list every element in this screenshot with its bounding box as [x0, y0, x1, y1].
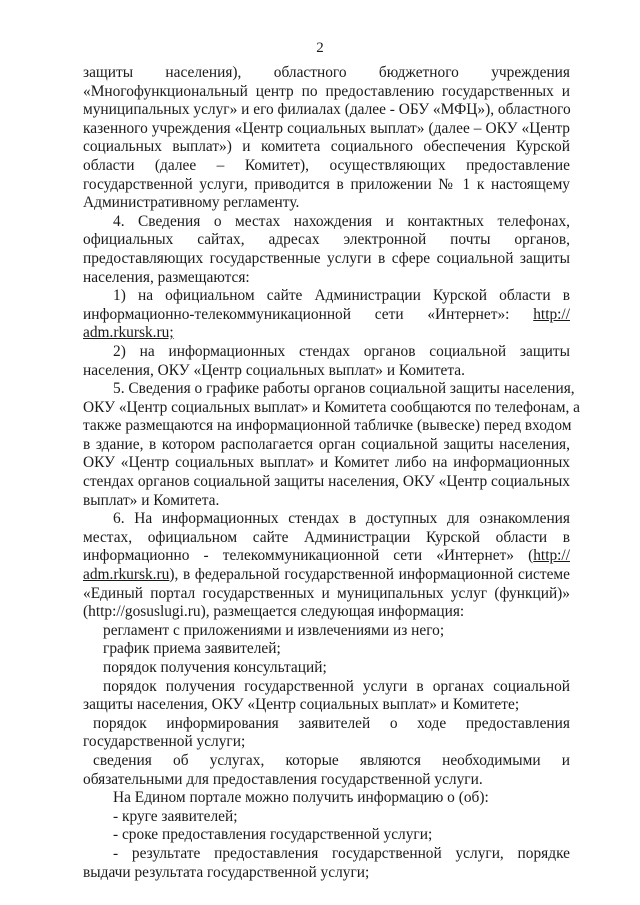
text-line: области (далее – Комитет), осуществляющих предоставление: [83, 156, 570, 174]
list-item: сведения об услугах, которые являются необходимыми и: [93, 751, 570, 769]
dash-list-item-cont: выдачи результата государственной услуги;: [83, 863, 370, 881]
text-line-with-link: [83, 306, 570, 325]
text-segment: информационно - телекоммуникационной сети «Интернет» (: [83, 547, 534, 565]
list-item: порядок информирования заявителей о ходе предоставления: [93, 714, 570, 732]
text-line: выплат» и Комитета.: [83, 491, 220, 509]
text-line: «Единый портал государственных и муниципальных услуг (функций)»: [83, 584, 570, 602]
text-line: населения, ОКУ «Центр социальных выплат» и Комитета.: [83, 361, 465, 379]
text-line: официальных сайтах, адресах электронной почты органов,: [83, 231, 570, 249]
section-4-heading-line: 4. Сведения о местах нахождения и контактных телефонах,: [113, 212, 570, 230]
portal-info-heading: На Едином портале можно получить информацию о (об):: [113, 789, 489, 807]
link-adm-rkursk-2[interactable]: http://: [533, 547, 570, 565]
text-line-with-link: [83, 547, 570, 566]
document-body: [83, 64, 581, 882]
list-item-cont: обязательными для предоставления государственной услуги.: [83, 770, 483, 788]
text-segment: ), в федеральной государственной информационной системе: [169, 566, 570, 584]
text-line: местах, официальном сайте Администрации Курской области в: [83, 528, 570, 546]
text-line: 2) на информационных стендах органов социальной защиты: [113, 342, 570, 360]
text-line: ОКУ «Центр социальных выплат» и Комитет либо на информационных: [83, 454, 570, 472]
dash-list-item: - сроке предоставления государственной услуги;: [113, 826, 433, 844]
text-line: ОКУ «Центр социальных выплат» и Комитета сообщаются по телефонам, а: [83, 398, 581, 416]
list-item: порядок получения консультаций;: [103, 659, 327, 676]
link-adm-rkursk[interactable]: http://: [533, 305, 570, 323]
text-line: муниципальных услуг» и его филиалах (далее - ОБУ «МФЦ»), областного: [83, 101, 571, 119]
text-line-with-link: [83, 566, 570, 585]
list-item-cont: защиты населения, ОКУ «Центр социальных выплат» и Комитете;: [83, 696, 520, 714]
list-item-cont: государственной услуги;: [83, 733, 246, 751]
text-line-with-link: [83, 324, 570, 343]
text-line: предоставляющих государственные услуги в сфере социальной защиты: [83, 249, 570, 267]
text-line: Административному регламенту.: [83, 194, 300, 212]
text-line: также размещаются на информационной табличке (вывеске) перед входом: [83, 417, 572, 435]
section-5-heading-line: 5. Сведения о графике работы органов социальной защиты населения,: [113, 380, 575, 398]
section-6-heading-line: 6. На информационных стендах в доступных для ознакомления: [113, 510, 570, 528]
dash-list-item: - круге заявителей;: [113, 807, 238, 825]
text-line: «Многофункциональный центр по предоставлению государственных и: [83, 82, 570, 100]
text-segment: информационно-телекоммуникационной сети «Интернет»:: [83, 305, 510, 323]
text-line: (http://gosuslugi.ru), размещается следующая информация:: [83, 603, 465, 621]
list-item: регламент с приложениями и извлечениями из него;: [103, 621, 445, 639]
text-line: в здание, в котором располагается орган социальной защиты населения,: [83, 435, 570, 453]
list-item: график приема заявителей;: [103, 640, 281, 658]
link-adm-rkursk-cont[interactable]: adm.rkursk.ru;: [83, 324, 174, 342]
text-line: защиты населения), областного бюджетного учреждения: [83, 64, 570, 81]
text-line: населения, размещаются:: [83, 268, 250, 286]
text-line: 1) на официальном сайте Администрации Курской области в: [113, 287, 570, 305]
text-line: социальных выплат») и комитета социального обеспечения Курской: [83, 138, 570, 156]
link-adm-rkursk-2-cont[interactable]: adm.rkursk.ru: [83, 566, 170, 584]
text-line: казенного учреждения «Центр социальных выплат» (далее – ОКУ «Центр: [83, 119, 570, 137]
list-item: порядок получения государственной услуги в органах социальной: [103, 677, 570, 695]
dash-list-item: - результате предоставления государственной услуги, порядке: [113, 844, 570, 862]
text-line: стендах органов социальной защиты населения, ОКУ «Центр социальных: [83, 473, 570, 491]
text-line: государственной услуги, приводится в приложении № 1 к настоящему: [83, 175, 570, 193]
page-number: 2: [316, 40, 324, 56]
